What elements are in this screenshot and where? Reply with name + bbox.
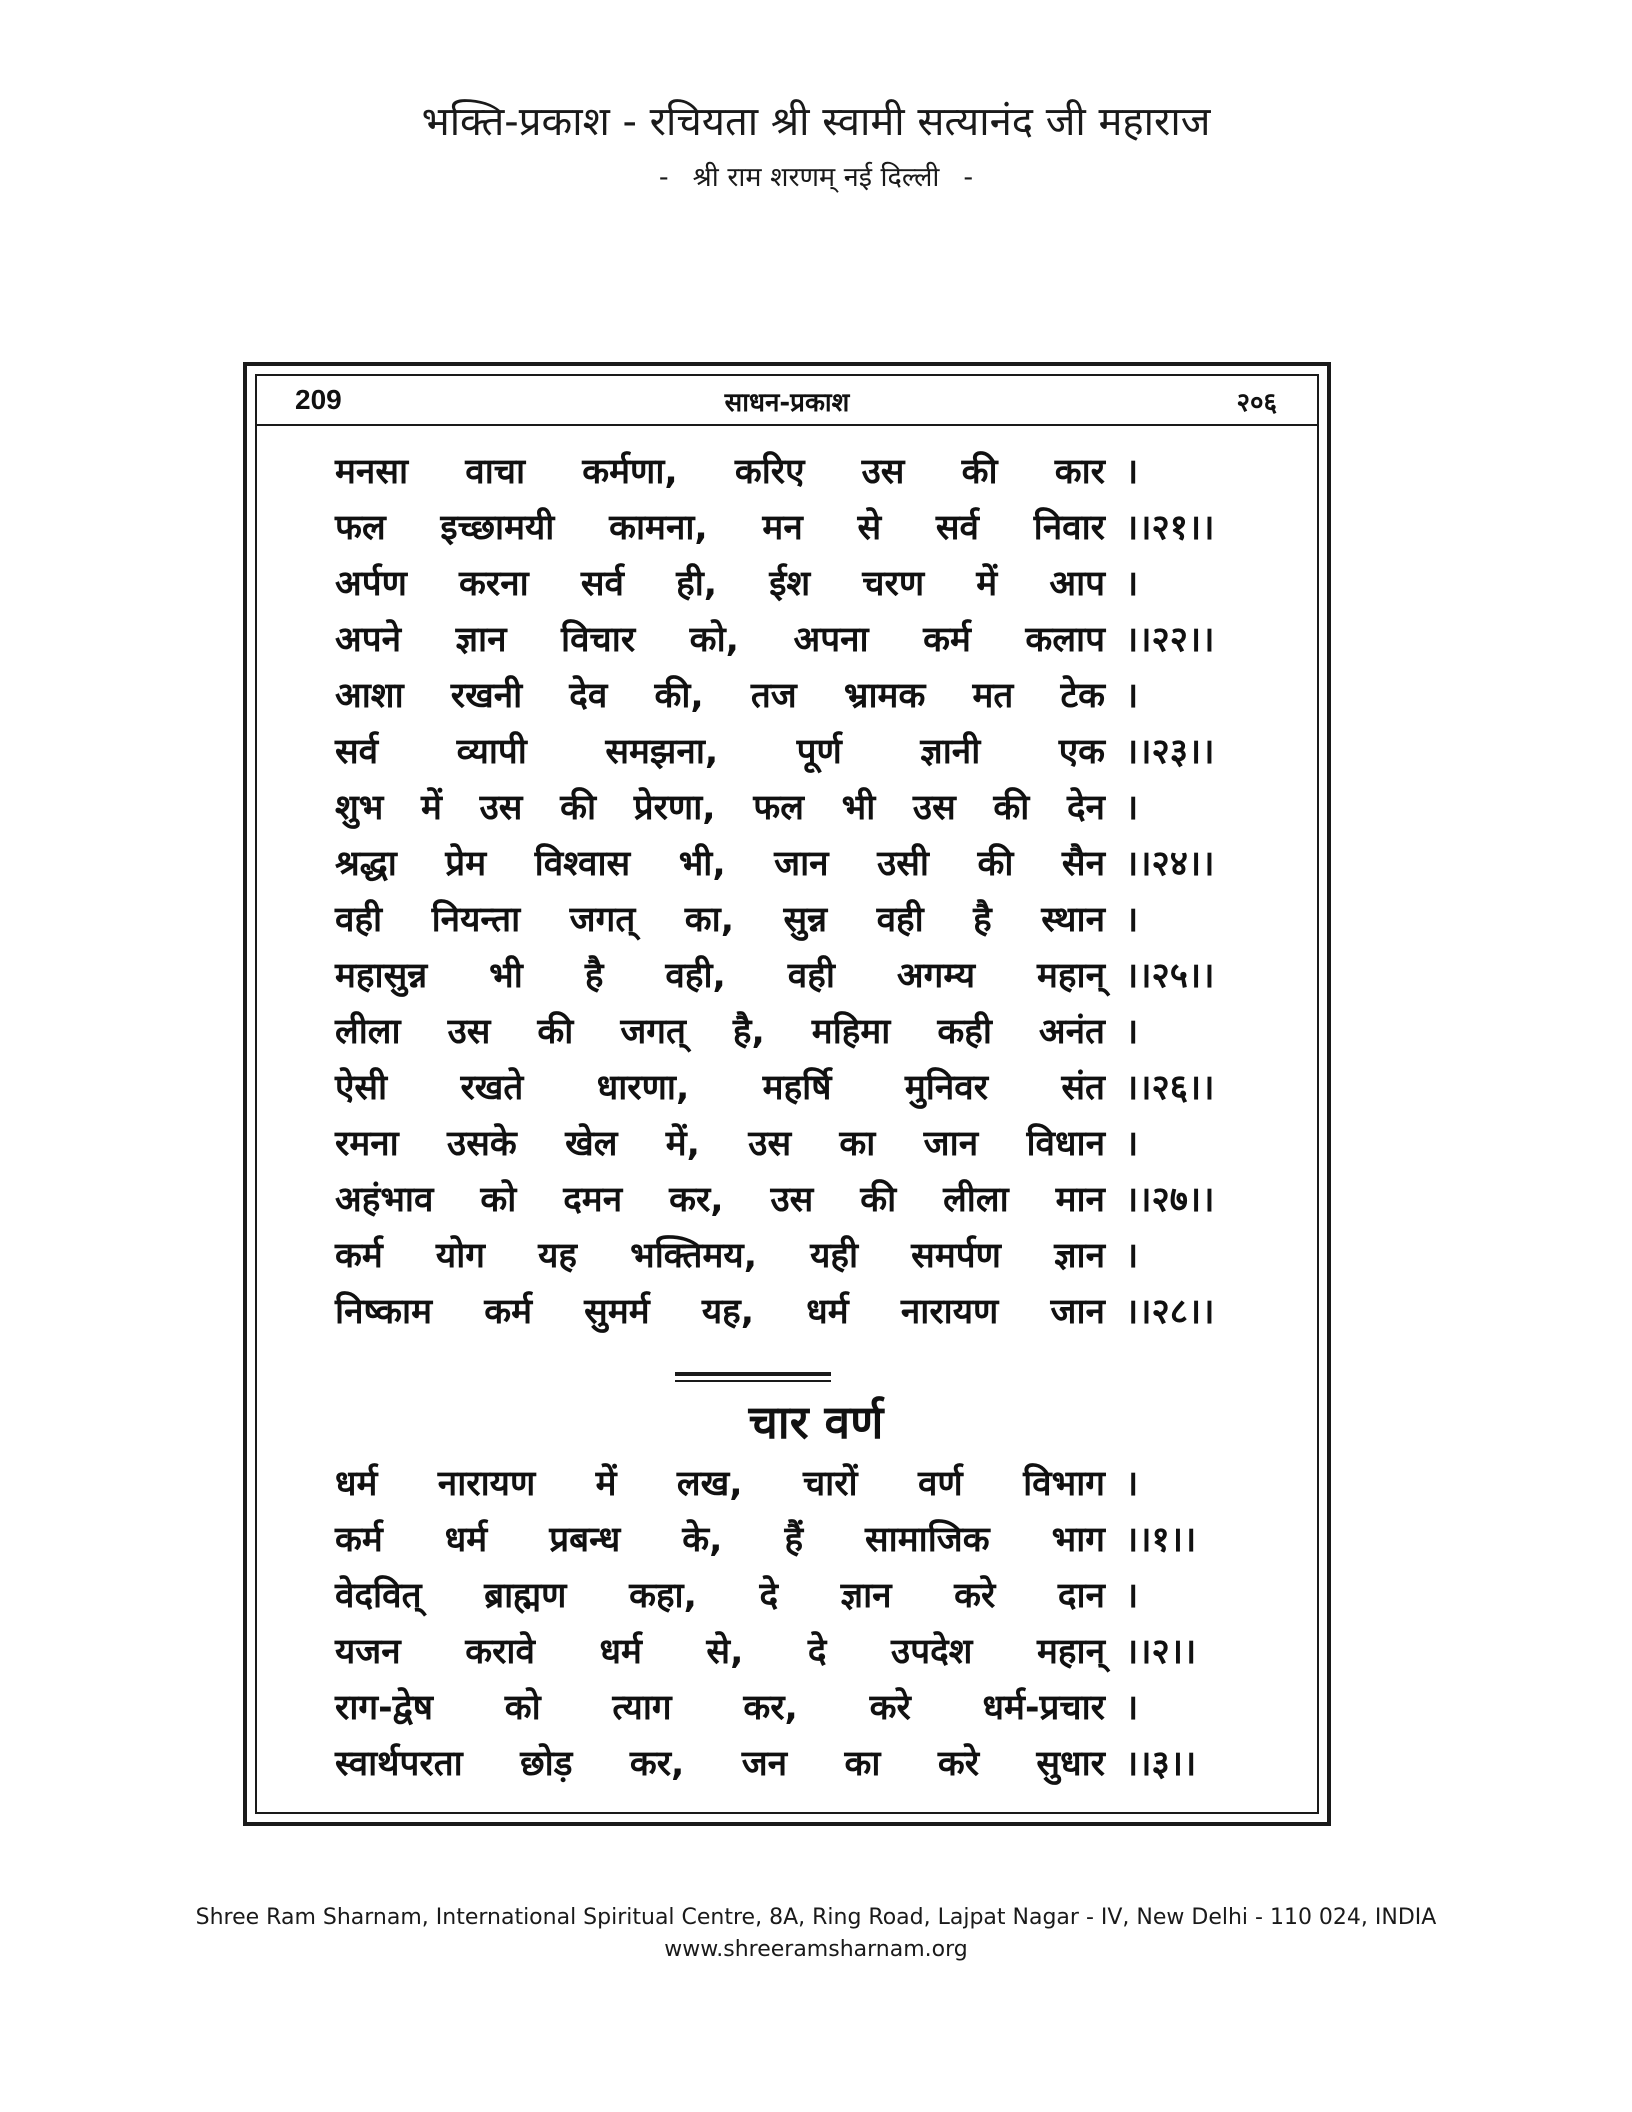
subtitle-text: श्री राम शरणम् नई दिल्ली [692,162,940,193]
verse-line [335,1684,1235,1732]
verse-mark: । [1125,564,1139,604]
verse-text: फल इच्छामयी कामना, मन से सर्व निवार [335,508,1105,548]
verse-mark: ।।२१।। [1125,508,1215,548]
verse-text: निष्काम कर्म सुमर्म यह, धर्म नारायण जान [335,1292,1105,1332]
verse-line [335,1176,1235,1224]
verse-line [335,1120,1235,1168]
verse-text: अपने ज्ञान विचार को, अपना कर्म कलाप [335,620,1105,660]
subtitle-dash-right: - [963,162,974,193]
verse-text: महासुन्न भी है वही, वही अगम्य महान् [335,956,1105,996]
verse-text: मनसा वाचा कर्मणा, करिए उस की कार [335,452,1105,492]
verse-line [335,1516,1235,1564]
page-header-bar [257,376,1317,426]
verse-line [335,1628,1235,1676]
verse-line [335,896,1235,944]
verse-text: यजन करावे धर्म से, दे उपदेश महान् [335,1632,1105,1672]
verse-text: अहंभाव को दमन कर, उस की लीला मान [335,1180,1105,1220]
verse-text: अर्पण करना सर्व ही, ईश चरण में आप [335,564,1105,604]
subtitle-dash-left: - [658,162,669,193]
verse-mark: ।।२।। [1125,1632,1197,1672]
verse-line [335,784,1235,832]
verse-line [335,840,1235,888]
verse-mark: । [1125,1688,1139,1728]
footer-address: Shree Ram Sharnam, International Spiritual Centre, 8A, Ring Road, Lajpat Nagar - IV, New Delhi - 110 024, INDIA [195,1905,1437,1930]
verse-text: वेदवित् ब्राह्मण कहा, दे ज्ञान करे दान [335,1576,1105,1616]
verse-mark: ।।३।। [1125,1744,1197,1784]
verse-mark: । [1125,1124,1139,1164]
footer-website-link[interactable]: www.shreeramsharnam.org [664,1937,968,1962]
sub-heading: चार वर्ण [748,1395,884,1449]
verse-line [335,952,1235,1000]
verse-text: रमना उसके खेल में, उस का जान विधान [335,1124,1105,1164]
verse-text: राग-द्वेष को त्याग कर, करे धर्म-प्रचार [335,1688,1105,1728]
verse-text: सर्व व्यापी समझना, पूर्ण ज्ञानी एक [335,732,1105,772]
verse-mark: ।।२२।। [1125,620,1215,660]
verse-mark: ।।२६।। [1125,1068,1215,1108]
verse-text: शुभ में उस की प्रेरणा, फल भी उस की देन [335,788,1105,828]
verse-line [335,728,1235,776]
verse-text: आशा रखनी देव की, तज भ्रामक मत टेक [335,676,1105,716]
verse-mark: । [1125,1576,1139,1616]
verse-mark: ।।२८।। [1125,1292,1215,1332]
verse-line [335,1288,1235,1336]
verse-text: धर्म नारायण में लख, चारों वर्ण विभाग [335,1464,1105,1504]
verse-mark: ।।२७।। [1125,1180,1215,1220]
document-title: भक्ति-प्रकाश - रचियता श्री स्वामी सत्यानंद जी महाराज [421,99,1211,145]
verse-mark: । [1125,452,1139,492]
verse-mark: ।।२५।। [1125,956,1215,996]
verse-mark: ।।२४।। [1125,844,1215,884]
verse-text: वही नियन्ता जगत् का, सुन्न वही है स्थान [335,900,1105,940]
document-subtitle [0,162,1632,194]
verse-line [335,560,1235,608]
verse-text: कर्म योग यह भक्तिमय, यही समर्पण ज्ञान [335,1236,1105,1276]
page-number-right: २०६ [1236,388,1277,418]
verse-line [335,1572,1235,1620]
verse-text: कर्म धर्म प्रबन्ध के, हैं सामाजिक भाग [335,1520,1105,1560]
verse-line [335,1008,1235,1056]
verse-text: स्वार्थपरता छोड़ कर, जन का करे सुधार [335,1744,1105,1784]
verse-mark: ।।१।। [1125,1520,1197,1560]
verse-mark: । [1125,900,1139,940]
verse-mark: ।।२३।। [1125,732,1215,772]
verse-text: ऐसी रखते धारणा, महर्षि मुनिवर संत [335,1068,1105,1108]
page-number-left: 209 [295,384,342,415]
verse-mark: । [1125,676,1139,716]
verse-text: श्रद्धा प्रेम विश्वास भी, जान उसी की सैन [335,844,1105,884]
verse-line [335,1460,1235,1508]
verse-mark: । [1125,1012,1139,1052]
verse-text: लीला उस की जगत् है, महिमा कही अनंत [335,1012,1105,1052]
verse-line [335,1232,1235,1280]
verse-line [335,448,1235,496]
verse-mark: । [1125,788,1139,828]
section-divider [675,1372,831,1382]
verse-line [335,1740,1235,1788]
verse-line [335,504,1235,552]
verse-mark: । [1125,1236,1139,1276]
section-title: साधन-प्रकाश [724,388,850,418]
verse-line [335,616,1235,664]
verse-line [335,1064,1235,1112]
verse-mark: । [1125,1464,1139,1504]
verse-line [335,672,1235,720]
